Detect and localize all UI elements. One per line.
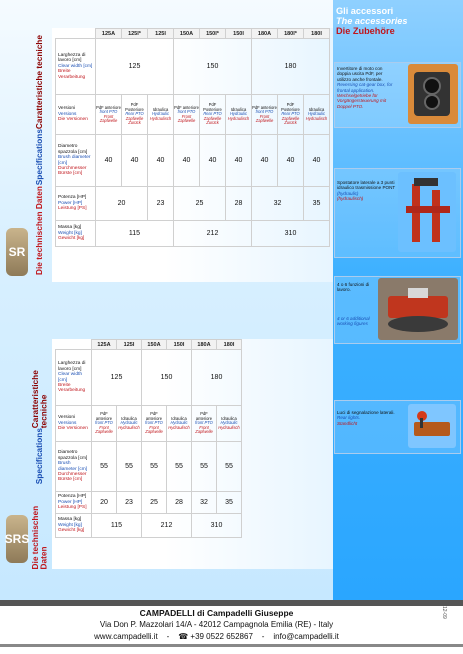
row-header: Potenza [HP] Power [HP] Leistung [PS] — [56, 187, 96, 221]
company-contacts: www.campadelli.it - ☎ +39 0522 652867 - info@campadelli.it — [94, 632, 339, 641]
vertical-title-it: Caratteristiche tecniche — [29, 370, 48, 429]
value-cell: 20 — [92, 492, 117, 514]
version-cell: PdF Posteriore Rear PTO Zapfwelle Zurück — [278, 95, 304, 135]
value-cell: 35 — [304, 187, 330, 221]
row-header: Massa [kg] Weight [kg] Gewicht [kg] — [56, 221, 96, 247]
value-cell: 40 — [148, 135, 174, 187]
table-row — [56, 442, 242, 492]
table-row — [56, 187, 330, 221]
model-header: 180I — [304, 29, 330, 39]
value-cell: 180 — [252, 39, 330, 95]
accessories-title-en: The accessories — [336, 16, 408, 27]
sr-logo: SR — [6, 228, 28, 276]
table-row — [56, 406, 242, 442]
accessories-title-it: Gli accessori — [336, 6, 394, 16]
table-row — [56, 492, 242, 514]
value-cell: 55 — [92, 442, 117, 492]
version-cell: PdF anteriore front PTO Front Zapfwelle — [252, 95, 278, 135]
value-cell: 35 — [217, 492, 242, 514]
value-cell: 40 — [200, 135, 226, 187]
vertical-title-it: Caratteristiche tecniche — [33, 35, 44, 130]
value-cell: 55 — [167, 442, 192, 492]
value-cell: 310 — [252, 221, 330, 247]
accessory-text-sideshift — [337, 180, 397, 202]
version-cell: Idraulica Hydraulic Hydraulisch — [167, 406, 192, 442]
reverser-gearbox-image — [408, 64, 458, 124]
vertical-title-de: Die technischen Daten — [29, 505, 48, 569]
accessory-lights-de: Standlicht — [337, 420, 358, 426]
srs-logo: SRS — [6, 515, 28, 563]
accessory-sideshift-de: (hydraulisch) — [337, 196, 364, 202]
spec-table-sr — [55, 28, 330, 247]
vertical-title-de: Die technischen Daten — [33, 185, 44, 275]
accessory-reverser-en: Reversing cat-gear box, for frontal application. — [337, 82, 393, 93]
model-header: 180A — [192, 340, 217, 350]
value-cell: 212 — [174, 221, 252, 247]
model-header: 125I — [117, 340, 142, 350]
model-header: 180I* — [278, 29, 304, 39]
table-row — [56, 39, 330, 95]
value-cell: 40 — [304, 135, 330, 187]
version-cell: PdF anteriore front PTO Front Zapfwelle — [92, 406, 117, 442]
accessory-figures-it: 4 o 6 funzioni di lavoro. — [337, 282, 370, 293]
model-header: 180A — [252, 29, 278, 39]
version-cell: PdF Posteriore Rear PTO Zapfwelle Zurück — [122, 95, 148, 135]
model-header: 125I — [148, 29, 174, 39]
version-cell: PdF Posteriore Rear PTO Zapfwelle Zurück — [200, 95, 226, 135]
value-cell: 212 — [142, 514, 192, 538]
sweeper-figures-image — [378, 278, 458, 340]
model-header: 125I* — [122, 29, 148, 39]
row-header: Diametro spazzola [cm] Brush diameter [cm] Durchmesser Bürste [cm] — [56, 442, 92, 492]
version-cell: PdF anteriore front PTO Front Zapfwelle — [192, 406, 217, 442]
model-header: 150I — [226, 29, 252, 39]
value-cell: 28 — [167, 492, 192, 514]
value-cell: 55 — [217, 442, 242, 492]
company-name: CAMPADELLI di Campadelli Giuseppe — [139, 608, 294, 618]
version-cell: PdF anteriore front PTO Front Zapfwelle — [142, 406, 167, 442]
website-link[interactable]: www.campadelli.it — [94, 632, 158, 641]
row-header: Larghezza di lavoro [cm] Clear width [cm] Breite Verarbeitung — [56, 39, 96, 95]
accessories-title-de: Die Zubehöre — [336, 26, 395, 37]
spec-section-sr — [0, 28, 333, 282]
table-row — [56, 221, 330, 247]
value-cell: 40 — [278, 135, 304, 187]
value-cell: 40 — [174, 135, 200, 187]
accessory-sideshift-en: (hydraulic) — [337, 190, 359, 196]
accessory-reverser-it: Invertitore di moto con doppia uscita PdF, per utilizzo anche frontale. — [337, 66, 383, 82]
value-cell: 115 — [96, 221, 174, 247]
spec-table-srs — [55, 339, 242, 538]
model-header: 150I* — [200, 29, 226, 39]
rear-lights-image — [408, 404, 456, 448]
value-cell: 40 — [226, 135, 252, 187]
accessory-text-figures — [337, 282, 375, 293]
model-header: 150A — [174, 29, 200, 39]
accessory-lights-en: Rear lights. — [337, 415, 361, 421]
footer — [0, 600, 463, 654]
version-cell: Idraulica Hydraulic Hydraulisch — [148, 95, 174, 135]
accessory-sideshift-it: Spostatore laterale a 3 punti idraulico trasmissione PONT — [337, 180, 396, 191]
email-link[interactable]: info@campadelli.it — [273, 632, 339, 641]
accessory-text-lights — [337, 410, 395, 426]
value-cell: 28 — [226, 187, 252, 221]
vertical-label-srs — [0, 339, 52, 569]
version-cell: Idraulica Hydraulic Hydraulisch — [117, 406, 142, 442]
value-cell: 32 — [192, 492, 217, 514]
value-cell: 55 — [142, 442, 167, 492]
value-cell: 25 — [142, 492, 167, 514]
vertical-title-en: Specifications — [33, 129, 44, 186]
version-cell: Idraulica Hydraulic Hydraulisch — [226, 95, 252, 135]
side-shift-image — [398, 172, 456, 252]
phone-number: +39 0522 652867 — [190, 632, 253, 641]
value-cell: 150 — [174, 39, 252, 95]
model-header: 150A — [142, 340, 167, 350]
version-cell: PdF anteriore front PTO Front Zapfwelle — [174, 95, 200, 135]
value-cell: 40 — [252, 135, 278, 187]
model-header: 150I — [167, 340, 192, 350]
company-address: Via Don P. Mazzolari 14/A - 42012 Campagnola Emilia (RE) - Italy — [99, 620, 334, 629]
accessories-title — [336, 6, 456, 36]
accessory-text-reverser — [337, 66, 395, 109]
spec-section-srs — [0, 339, 333, 569]
version-cell: PdF anteriore front PTO Front Zapfwelle — [96, 95, 122, 135]
accessory-text-figures-en — [337, 316, 377, 327]
model-header: 125A — [96, 29, 122, 39]
value-cell: 125 — [92, 350, 142, 406]
value-cell: 115 — [92, 514, 142, 538]
table-row — [56, 514, 242, 538]
model-header: 180I — [217, 340, 242, 350]
model-header-row — [56, 29, 330, 39]
value-cell: 55 — [192, 442, 217, 492]
value-cell: 310 — [192, 514, 242, 538]
phone-icon: ☎ — [178, 632, 189, 641]
value-cell: 20 — [96, 187, 148, 221]
row-header: Massa [kg] Weight [kg] Gewicht [kg] — [56, 514, 92, 538]
value-cell: 32 — [252, 187, 304, 221]
row-header: Versioni Versions Die Versionen — [56, 95, 96, 135]
value-cell: 55 — [117, 442, 142, 492]
row-header: Versioni Versions Die Versionen — [56, 406, 92, 442]
vertical-label-sr — [0, 28, 52, 282]
vertical-title-en: Specifications — [33, 428, 44, 485]
accessory-lights-it: Luci di segnalazione laterali. — [337, 410, 395, 415]
model-header: 125A — [92, 340, 117, 350]
row-header: Potenza [HP] Power [HP] Leistung [PS] — [56, 492, 92, 514]
table-row — [56, 135, 330, 187]
value-cell: 180 — [192, 350, 242, 406]
document-code: 12-09 — [441, 606, 447, 619]
version-cell: Idraulica Hydraulic Hydraulisch — [217, 406, 242, 442]
value-cell: 40 — [96, 135, 122, 187]
model-header-row — [56, 340, 242, 350]
table-row — [56, 95, 330, 135]
version-cell: Idraulica Hydraulic Hydraulisch — [304, 95, 330, 135]
value-cell: 125 — [96, 39, 174, 95]
accessory-figures-en: 4 or 6 additional working figures — [337, 316, 370, 327]
value-cell: 23 — [148, 187, 174, 221]
value-cell: 25 — [174, 187, 226, 221]
row-header: Diametro spazzola [cm] Brush diameter [cm] Durchmesser Bürste [cm] — [56, 135, 96, 187]
value-cell: 23 — [117, 492, 142, 514]
accessory-reverser-de: Wechselgetriebe für Vorgängersteuerung mit Doppel PTO. — [337, 93, 387, 109]
table-row — [56, 350, 242, 406]
value-cell: 40 — [122, 135, 148, 187]
row-header: Larghezza di lavoro [cm] Clear width [cm] Breite Verarbeitung — [56, 350, 92, 406]
value-cell: 150 — [142, 350, 192, 406]
